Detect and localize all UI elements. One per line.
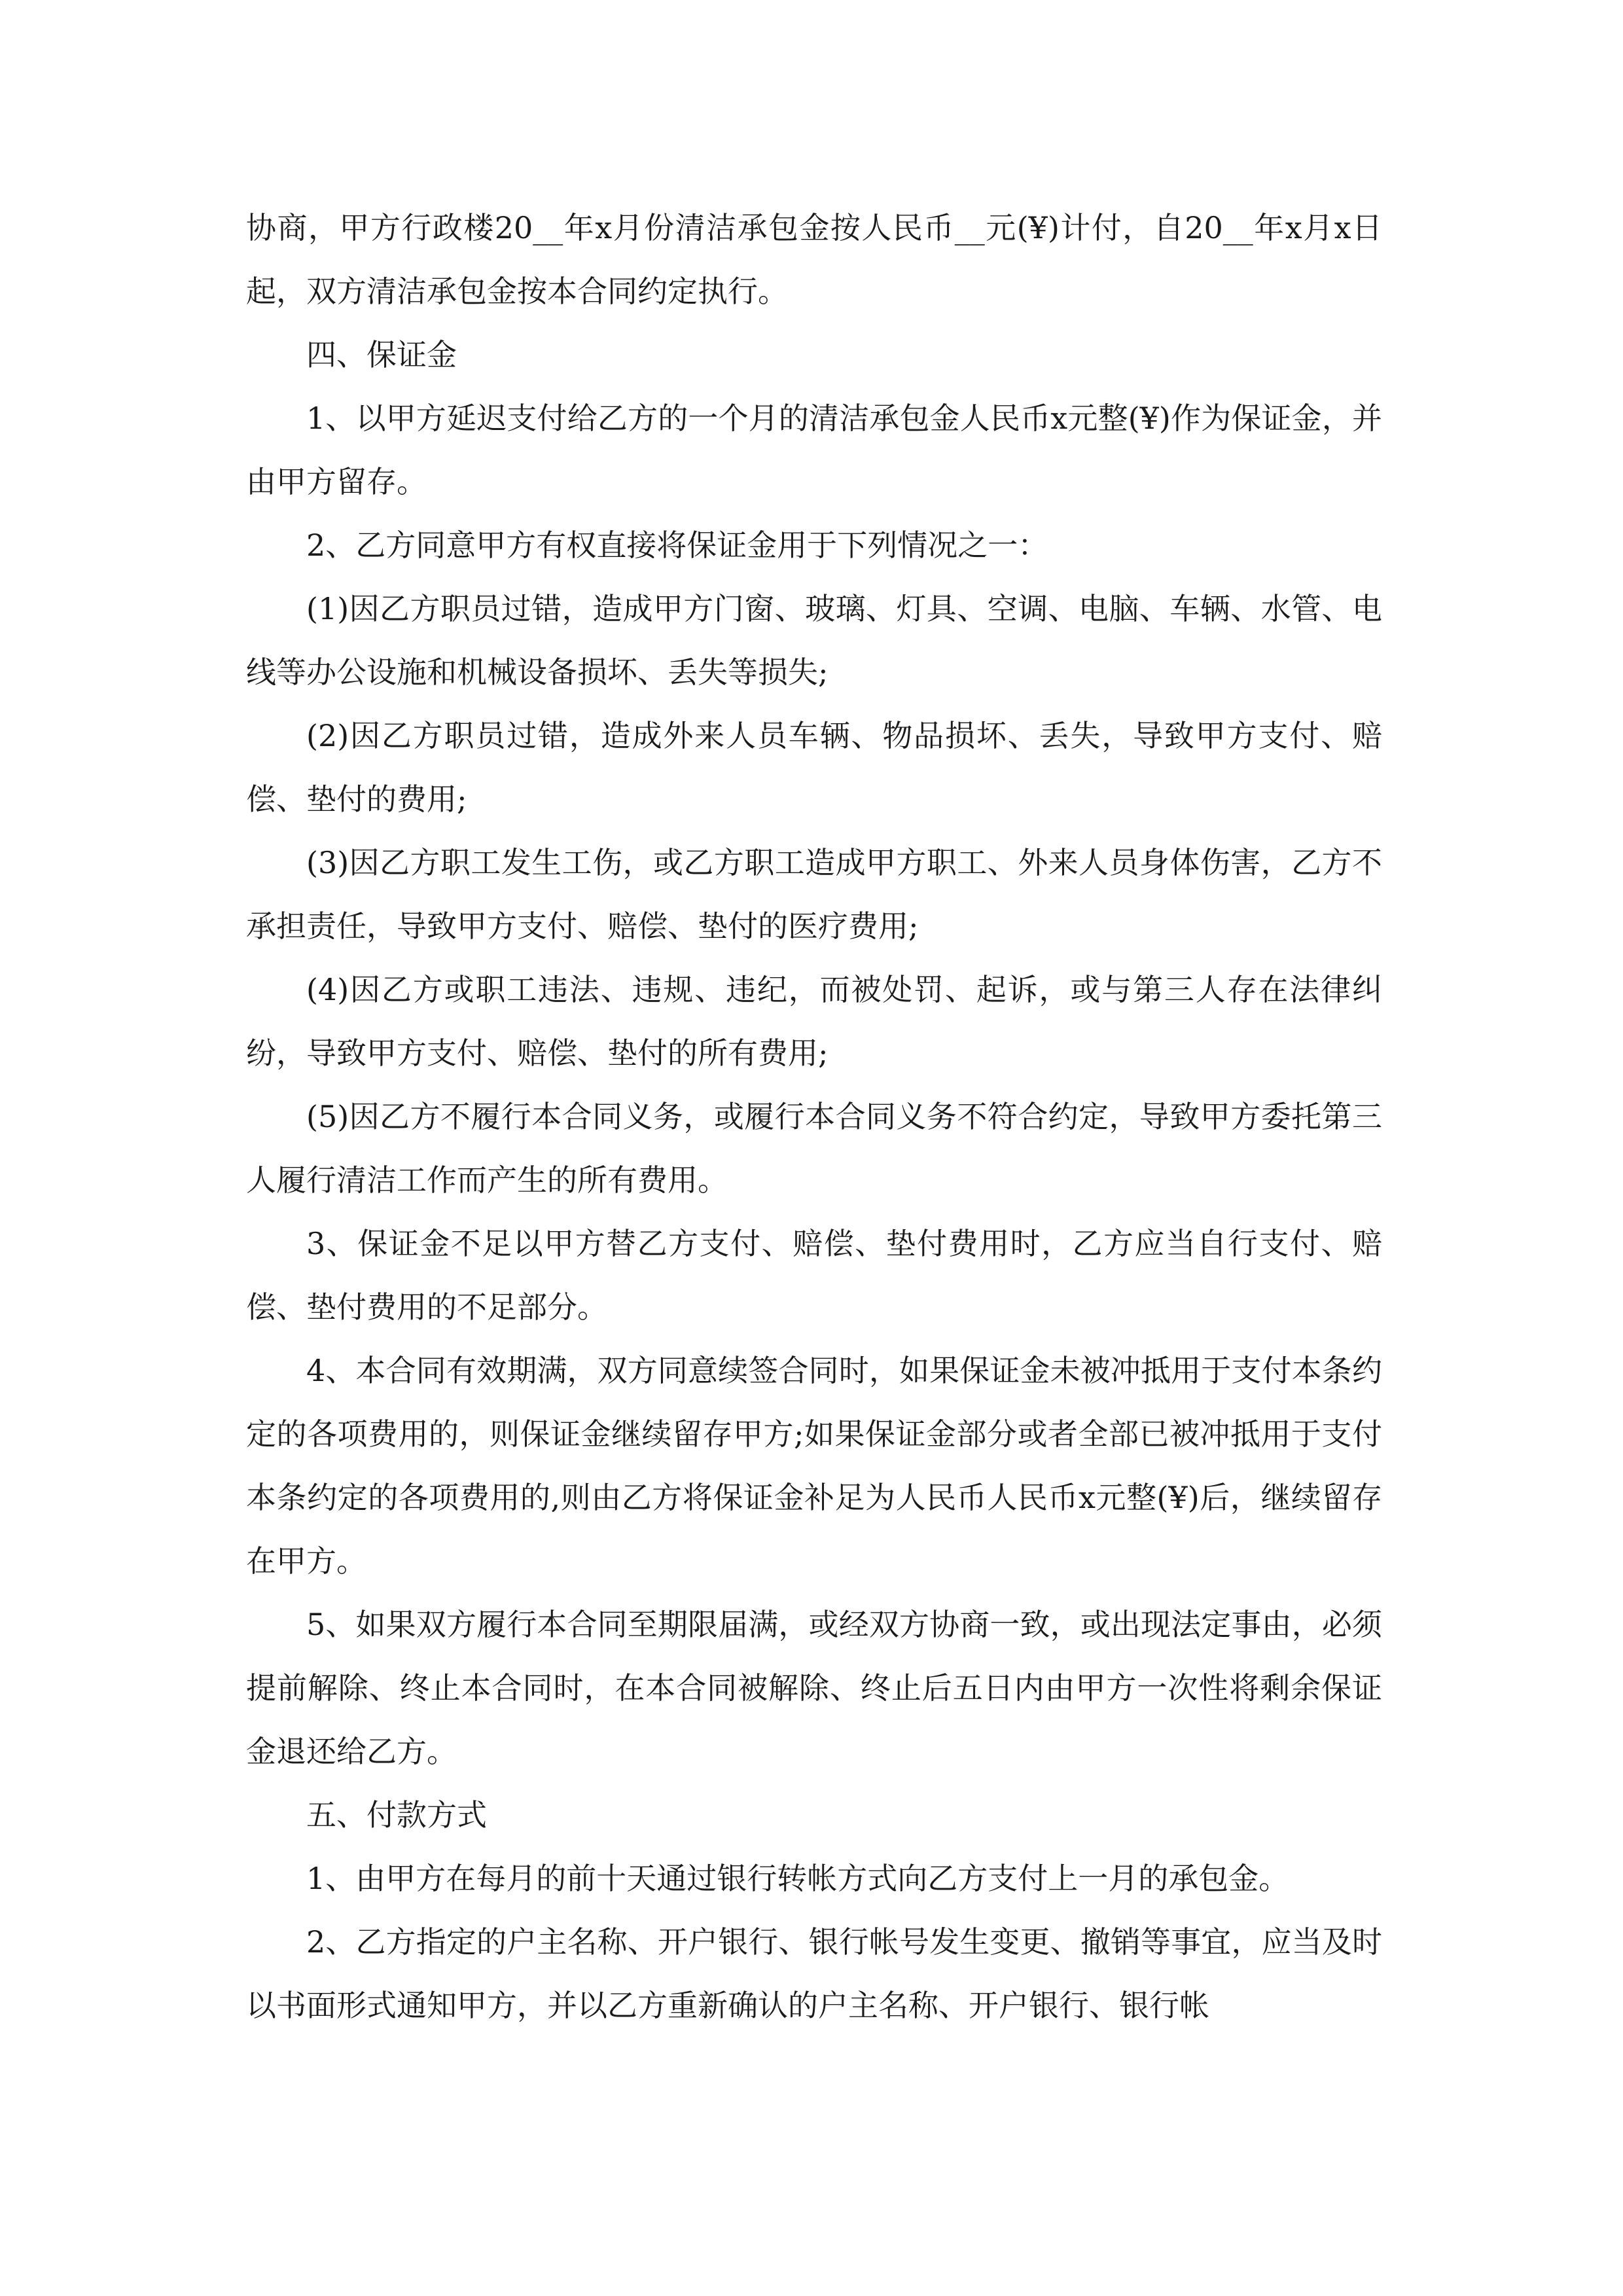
paragraph-deposit-3: 3、保证金不足以甲方替乙方支付、赔偿、垫付费用时，乙方应当自行支付、赔偿、垫付费用的不足部分。: [246, 1226, 1382, 1325]
paragraph-deposit-2: 2、乙方同意甲方有权直接将保证金用于下列情况之一：: [306, 528, 1048, 563]
paragraph-payment-2: 2、乙方指定的户主名称、开户银行、银行帐号发生变更、撤销等事宜，应当及时以书面形式通知甲方，并以乙方重新确认的户主名称、开户银行、银行帐: [246, 1924, 1382, 2023]
paragraph-deposit-2-item-4: (4)因乙方或职工违法、违规、违纪，而被处罚、起诉，或与第三人存在法律纠纷，导致甲方支付、赔偿、垫付的所有费用;: [246, 972, 1382, 1071]
section-heading-deposit: 四、保证金: [306, 337, 457, 372]
paragraph-deposit-1: 1、以甲方延迟支付给乙方的一个月的清洁承包金人民币x元整(¥)作为保证金，并由甲方留存。: [246, 401, 1382, 499]
paragraph-deposit-5: 5、如果双方履行本合同至期限届满，或经双方协商一致，或出现法定事由，必须提前解除、终止本合同时，在本合同被解除、终止后五日内由甲方一次性将剩余保证金退还给乙方。: [246, 1607, 1382, 1769]
paragraph-deposit-2-item-2: (2)因乙方职员过错，造成外来人员车辆、物品损坏、丢失，导致甲方支付、赔偿、垫付的费用;: [246, 718, 1382, 817]
paragraph-deposit-2-item-5: (5)因乙方不履行本合同义务，或履行本合同义务不符合约定，导致甲方委托第三人履行清洁工作而产生的所有费用。: [246, 1099, 1382, 1198]
paragraph-payment-1: 1、由甲方在每月的前十天通过银行转帐方式向乙方支付上一月的承包金。: [306, 1861, 1289, 1896]
document-body: [246, 196, 1382, 2037]
paragraph-deposit-2-item-1: (1)因乙方职员过错，造成甲方门窗、玻璃、灯具、空调、电脑、车辆、水管、电线等办公设施和机械设备损坏、丢失等损失;: [246, 591, 1382, 690]
section-heading-payment-method: 五、付款方式: [306, 1797, 487, 1833]
paragraph-deposit-2-item-3: (3)因乙方职工发生工伤，或乙方职工造成甲方职工、外来人员身体伤害，乙方不承担责任，导致甲方支付、赔偿、垫付的医疗费用;: [246, 845, 1382, 944]
paragraph-deposit-4: 4、本合同有效期满，双方同意续签合同时，如果保证金未被冲抵用于支付本条约定的各项费用的，则保证金继续留存甲方;如果保证金部分或者全部已被冲抵用于支付本条约定的各项费用的,则由乙方将保证金补足为人民币人民币x元整(¥)后，继续留存在甲方。: [246, 1353, 1382, 1579]
paragraph-continuation-payment: 协商，甲方行政楼20__年x月份清洁承包金按人民币__元(¥)计付，自20__年x月x日起，双方清洁承包金按本合同约定执行。: [246, 210, 1382, 309]
